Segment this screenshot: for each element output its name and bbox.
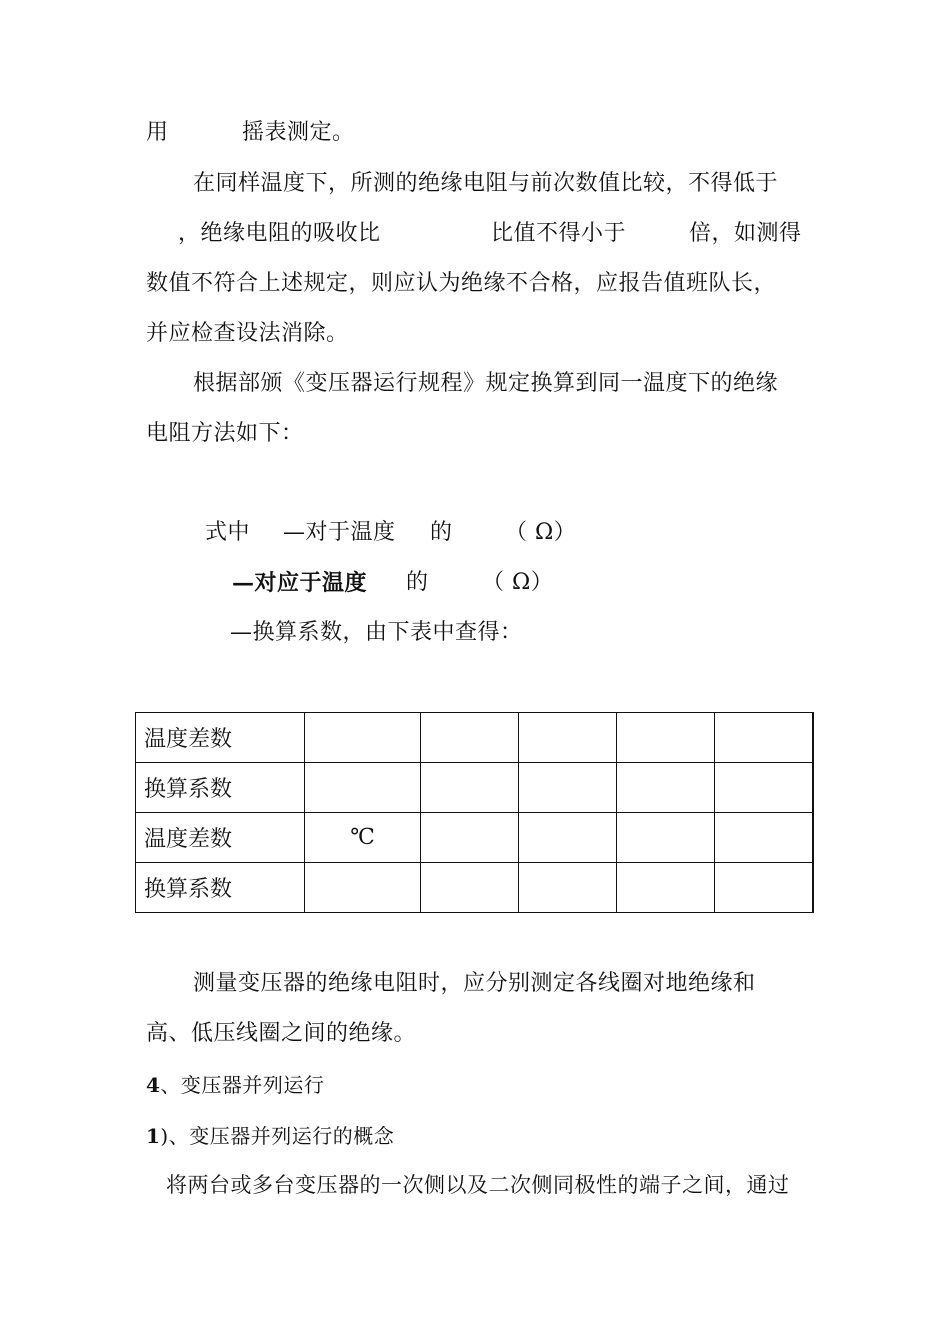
table-cell: [519, 713, 617, 763]
text-line: 数值不符合上述规定，则应认为绝缘不合格，应报告值班队长，: [146, 271, 777, 296]
formula-line: （ Ω）: [505, 520, 577, 545]
table-row: [136, 863, 814, 913]
table-cell: [305, 763, 421, 813]
formula-line: —换算系数，由下表中查得：: [230, 620, 523, 645]
formula-line: （ Ω）: [482, 570, 554, 595]
text-line: 将两台或多台变压器的一次侧以及二次侧同极性的端子之间，通过: [166, 1173, 790, 1197]
text-line: 根据部颁《变压器运行规程》规定换算到同一温度下的绝缘: [193, 371, 779, 396]
table-cell: [617, 863, 715, 913]
text-line: 电阻方法如下：: [146, 421, 304, 446]
table-cell: [715, 863, 814, 913]
text-line: 用: [146, 120, 169, 145]
table-cell: 温度差数: [136, 713, 305, 763]
table-cell: [519, 763, 617, 813]
table-cell: [305, 863, 421, 913]
text-line: 高、低压线圈之间的绝缘。: [146, 1021, 417, 1046]
text-line: ，绝缘电阻的吸收比: [178, 221, 381, 246]
section-heading: [146, 1070, 324, 1100]
table-cell: [617, 763, 715, 813]
formula-line: 的: [406, 570, 429, 595]
table-cell: [421, 813, 519, 863]
conversion-table: [135, 712, 814, 913]
table-cell: [715, 763, 814, 813]
heading-number: 4: [146, 1073, 161, 1097]
text-line: 在同样温度下，所测的绝缘电阻与前次数值比较，不得低于: [193, 171, 779, 196]
table-cell: [617, 813, 715, 863]
heading-text: 、变压器并列运行: [160, 1073, 325, 1097]
heading-text: )、变压器并列运行的概念: [160, 1124, 395, 1148]
table-cell: [421, 863, 519, 913]
table-cell: [421, 763, 519, 813]
table-row: [136, 713, 814, 763]
table-row: [136, 813, 814, 863]
table-cell: [421, 713, 519, 763]
subsection-heading: [146, 1121, 394, 1151]
table-cell: [715, 813, 814, 863]
formula-line: 式中: [205, 520, 251, 545]
table-cell: [519, 863, 617, 913]
table-cell: ℃: [305, 813, 421, 863]
table-cell: 换算系数: [136, 863, 305, 913]
text-line: 并应检查设法消除。: [146, 321, 349, 346]
text-line: 摇表测定。: [242, 120, 355, 145]
table-row: [136, 763, 814, 813]
text-line: 倍，如测得: [689, 221, 802, 246]
table-cell: [617, 713, 715, 763]
text-line: 测量变压器的绝缘电阻时，应分别测定各线圈对地绝缘和: [193, 971, 756, 996]
table-cell: 换算系数: [136, 763, 305, 813]
heading-number: 1: [146, 1124, 161, 1148]
text-line: 比值不得小于: [491, 221, 627, 246]
formula-line: —对于温度: [283, 520, 396, 545]
table-cell: 温度差数: [136, 813, 305, 863]
table-cell: [519, 813, 617, 863]
formula-line: —对应于温度: [232, 570, 368, 596]
table-cell: [305, 713, 421, 763]
formula-line: 的: [430, 520, 453, 545]
table-cell: [715, 713, 814, 763]
